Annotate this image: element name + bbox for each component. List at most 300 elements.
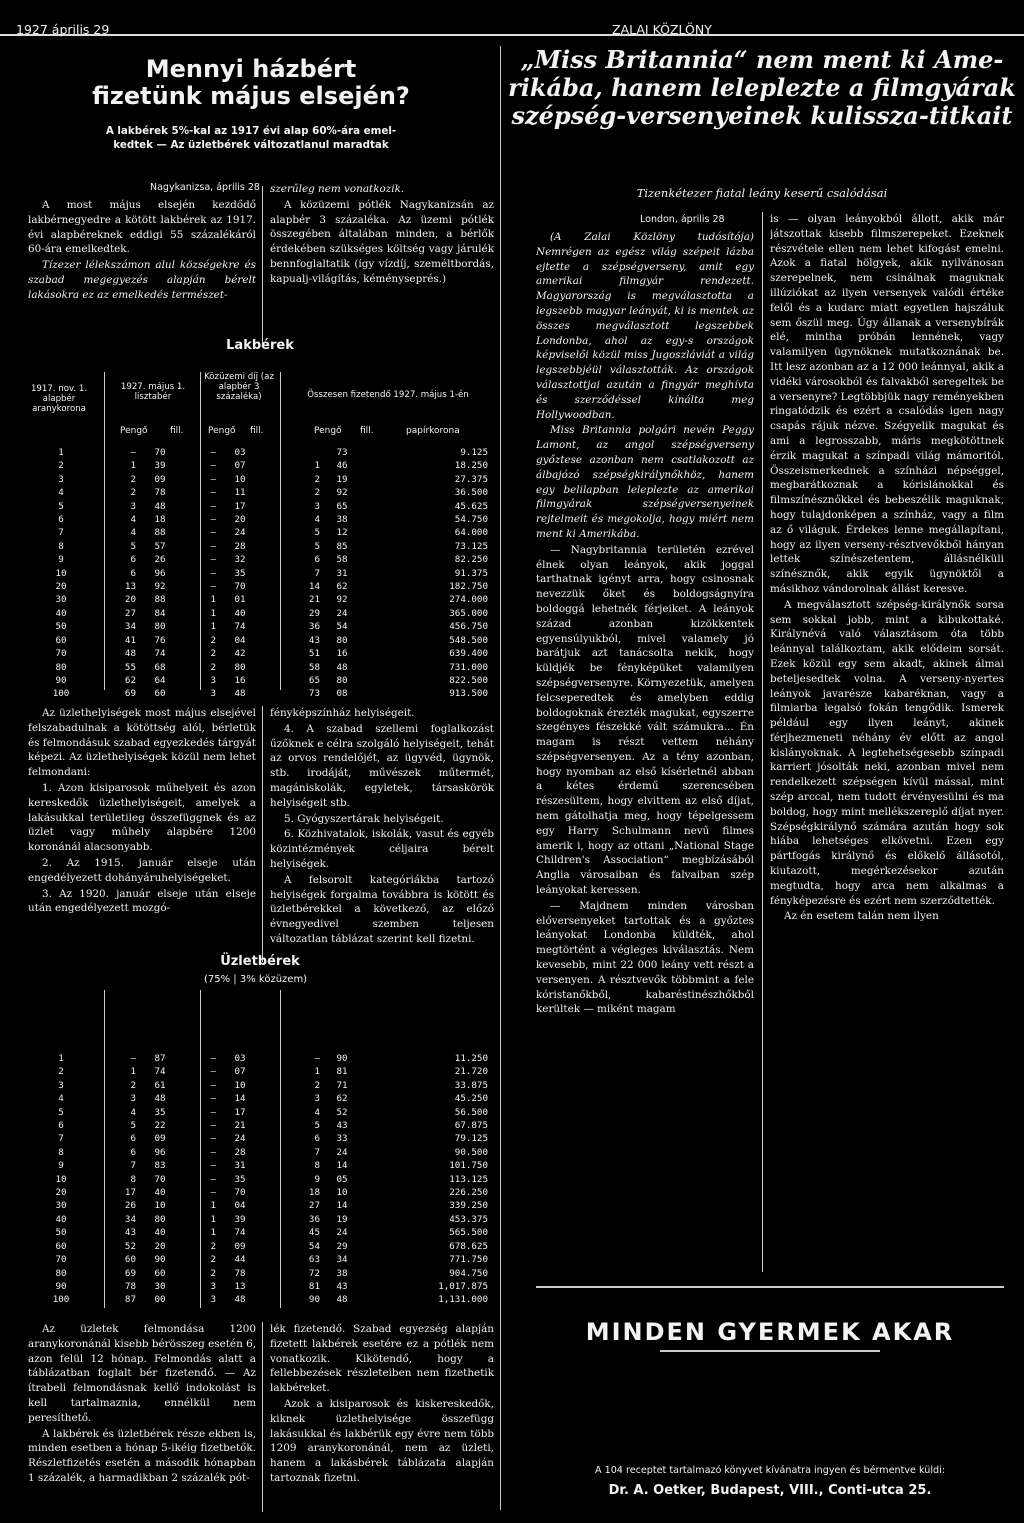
table-cell: 87 <box>124 1294 136 1306</box>
table1-col-header-2: 1927. május 1. lisztabér <box>120 382 186 402</box>
table-cell: 70 <box>55 648 67 660</box>
table-cell: 58 <box>336 554 348 566</box>
table-cell: 48 <box>154 500 166 512</box>
table-cell: 92 <box>336 487 348 499</box>
issue-date: 1927 április 29 <box>16 22 110 37</box>
table-cell: 822.500 <box>449 674 488 686</box>
table-cell: 100 <box>52 688 70 700</box>
table-cell: 21 <box>308 594 320 606</box>
table-cell: 42 <box>234 648 246 660</box>
rent-intro-paragraph: A most május elsején kezdődő lakbérnegyedre a kötött lakbérek az 1917. évi alapbéreknek eddigi 55 százalékáról 60-ára emelkedtek. <box>28 199 256 256</box>
table-cell: 09 <box>234 1240 246 1252</box>
table-cell: — <box>210 1106 216 1118</box>
table-cell: 4 <box>314 514 320 526</box>
table-cell: 14 <box>308 581 320 593</box>
intro-divider <box>262 186 263 346</box>
table-cell: 63 <box>308 1254 320 1266</box>
table-cell: — <box>314 1053 320 1064</box>
table-cell: 78 <box>124 1280 136 1292</box>
table-cell: 64.000 <box>454 527 488 539</box>
table-cell: — <box>210 1187 216 1199</box>
table-cell: 9 <box>58 1160 64 1172</box>
table-cell: 4 <box>314 1106 320 1118</box>
table-cell: 72 <box>308 1267 320 1279</box>
table-cell: 57 <box>154 540 166 552</box>
table-cell: 2 <box>130 473 136 485</box>
table-cell: 69 <box>124 688 136 700</box>
table-cell: 76 <box>154 634 166 646</box>
table-cell: 07 <box>234 1066 246 1078</box>
table-row <box>24 1173 490 1186</box>
table-cell: 6 <box>130 554 136 566</box>
table-cell: 8 <box>58 1146 64 1158</box>
table-cell: 92 <box>336 594 348 606</box>
table-cell: 35 <box>234 1173 246 1185</box>
commercial-item-5: 5. Gyógyszertárak helyiségeit. <box>284 812 444 825</box>
table-row <box>24 1253 490 1266</box>
table-cell: — <box>210 447 216 458</box>
table-row <box>24 540 490 553</box>
column-divider <box>500 46 501 1510</box>
table-cell: 91.375 <box>454 567 488 579</box>
table-row <box>24 1065 490 1078</box>
table-row <box>24 553 490 566</box>
table-row <box>24 1199 490 1212</box>
table-cell: 43 <box>308 634 320 646</box>
table-cell: 80 <box>336 674 348 686</box>
table-cell: 46 <box>336 460 348 472</box>
table-cell: 52 <box>336 1106 348 1118</box>
table-cell: 90 <box>55 1280 67 1292</box>
table-cell: 2 <box>58 460 64 472</box>
table-cell: 88 <box>154 594 166 606</box>
table-cell: 74 <box>234 621 246 633</box>
table-cell: 32 <box>234 554 246 566</box>
table-cell: 8 <box>314 1160 320 1172</box>
commercial-item-6: 6. Közhivatalok, iskolák, vasut és egyéb közintézmények céljaira bérelt helyiségek. <box>270 828 494 870</box>
paper-name: ZALAI KÖZLÖNY <box>612 22 712 37</box>
table-cell: 54.750 <box>454 514 488 526</box>
table-cell: 04 <box>234 1200 246 1212</box>
table-cell: 10 <box>234 1079 246 1091</box>
table-cell: 48 <box>336 1294 348 1306</box>
table-cell: 65 <box>336 500 348 512</box>
table-cell: 3 <box>130 1093 136 1105</box>
table-cell: 83 <box>154 1160 166 1172</box>
britannia-col-2 <box>770 212 1004 1272</box>
table-cell: 27.375 <box>454 473 488 485</box>
table-cell: — <box>210 514 216 526</box>
table-cell: 71 <box>336 1079 348 1091</box>
table-cell: 90 <box>336 1053 348 1064</box>
table-cell: 29 <box>308 607 320 619</box>
table-cell: 50 <box>55 1227 67 1239</box>
table-cell: 20 <box>55 581 67 593</box>
britannia-quote: — Nagybritannia területén ezrével élnek olyan leányok, akik joggal tarthatnak igényt arra, hogy csinosnak nevezzük őket és boldogságnyíra boldoggá lehetnék férjeiket. A leányok század azonban kizökkentek egyensúlyukból, mivel valamely jó barátjuk azt tanácsolta nekik, hogy küldjék be fényképüket valamilyen szépségversenyre. Környezetük, amelyen felcseperedtek és amelyben eddig boldogoknak érezték magukat, egyszerre szegényes fészekké vált számukra... Én magam is részt vettem néhány szépségversenyen. Az a tény azonban, hogy nyomban az első kísérletnél abban a kétes érdemű szerencsében részesültem, hogy elvittem az első díjat, nem gátolhatja meg, hogy tépelgessem egy Harry Schulmann nevű filmes amerik i, hogy az ottani „National Stage Children's Association“ megbízásából Anglia városaiban és falvaiban szép leányokat keressen. <box>536 543 754 897</box>
commercial-item-2: 2. Az 1915. január elseje után engedélyezett dohányáruhelyiségeket. <box>28 856 256 884</box>
table-row <box>24 607 490 620</box>
table-cell: 19 <box>336 473 348 485</box>
table-cell: 80 <box>154 1213 166 1225</box>
table-cell: 40 <box>154 1187 166 1199</box>
table-cell: 2 <box>210 1240 216 1252</box>
table-row <box>24 526 490 539</box>
ad-offer-text: A 104 receptet tartalmazó könyvet kívánatra ingyen és bérmentve küldi: <box>594 1465 945 1476</box>
payment-paragraph: A lakbérek és üzletbérek része ekben is, minden esetben a hónap 5-ikéig fizetbetők. Részletfizetés esetén a második hónapban 1 százalék, a harmadikban 2 százalék pót- <box>28 1427 256 1484</box>
table-cell: 04 <box>234 634 246 646</box>
headline-line: „Miss Britannia“ nem ment ki Ame- <box>520 45 1004 74</box>
table-cell: 36 <box>308 1213 320 1225</box>
table-cell: 6 <box>130 567 136 579</box>
table-cell: 26 <box>124 1200 136 1212</box>
table-cell: 8 <box>58 540 64 552</box>
table-cell: 21.720 <box>454 1066 488 1078</box>
table-cell: 6 <box>58 1120 64 1132</box>
table-cell: 60 <box>55 1240 67 1252</box>
table-row <box>24 486 490 499</box>
table-cell: 1 <box>210 1227 216 1239</box>
table-cell: 70 <box>55 1254 67 1266</box>
table-cell: 27 <box>124 607 136 619</box>
table-cell: 48 <box>234 688 246 700</box>
table-cell: 09 <box>154 1133 166 1145</box>
table-cell: 17 <box>234 1106 246 1118</box>
table-cell: 56.500 <box>454 1106 488 1118</box>
table-cell: 2 <box>314 487 320 499</box>
table-cell: 45.625 <box>454 500 488 512</box>
commercial-text-col-2 <box>270 706 494 952</box>
table-cell: 24 <box>234 1133 246 1145</box>
table-cell: 18.250 <box>454 460 488 472</box>
table-cell: 453.375 <box>449 1213 488 1225</box>
headline-line: rikába, hanem leleplezte a filmgyárak <box>508 73 1016 102</box>
table-row <box>24 567 490 580</box>
table1-col-header-3: Közüzemi díj (az alapbér 3 százaléka) <box>204 372 274 402</box>
table-cell: 50 <box>55 621 67 633</box>
table-cell: 52 <box>124 1240 136 1252</box>
table-cell: 365.000 <box>449 607 488 619</box>
table-cell: 40 <box>234 607 246 619</box>
table-cell: 90 <box>55 674 67 686</box>
table-cell: 79.125 <box>454 1133 488 1145</box>
table-cell: 13 <box>234 1280 246 1292</box>
table-cell: 274.000 <box>449 594 488 606</box>
table-cell: 60 <box>55 634 67 646</box>
table-cell: 29 <box>336 1240 348 1252</box>
rent-table <box>24 446 490 701</box>
table-title-lakberek: Lakbérek <box>226 338 294 353</box>
table-cell: 96 <box>154 1146 166 1158</box>
table-cell: 03 <box>234 447 246 458</box>
table-row <box>24 661 490 674</box>
table-cell: — <box>210 487 216 499</box>
table-cell: 21 <box>234 1120 246 1132</box>
table-row <box>24 513 490 526</box>
table-cell: 78 <box>154 487 166 499</box>
britannia-intro: (A Zalai Közlöny tudósítója) Nemrégen az egész világ szépeit lázba ejtette a szépségverseny, amit egy amerikai filmgyár rendezett. Magyarország is megválasztotta a legszebb magyar leányát, ki is mentek az összes megválasztott legszebbek Londonba, ahol az egy-s országok képviselői közül miss Jugoszláviát a világ legszebbjéül választották. Az országok választottjai azután a fingyár meghívta és szerződéssel kínálta meg Hollywoodban. <box>536 231 754 421</box>
table-cell: 73 <box>336 447 348 458</box>
table-cell: 60 <box>154 688 166 700</box>
table-cell: 1 <box>314 460 320 472</box>
table-cell: 2 <box>130 1079 136 1091</box>
unit-pengo: Pengő <box>120 426 148 436</box>
table-cell: 6 <box>130 1133 136 1145</box>
table-cell: 73 <box>308 688 320 700</box>
table-cell: 3 <box>210 1294 216 1306</box>
table-row <box>24 674 490 687</box>
unit-pengo: Pengő <box>208 426 236 436</box>
mid2-continuation: fényképszínház helyiségeit. <box>270 707 415 719</box>
table-cell: 3 <box>210 1280 216 1292</box>
table-cell: 69 <box>124 1267 136 1279</box>
commercial-item-4: 4. A szabad szellemi foglalkozást űzőknek e célra szolgáló helyiségeit, tehát az orvos rendelőjét, az ügyvéd, ügynök, stb. irodáját, művészek műtermét, magániskolák, egyletek, társaskörök helyiségeit stb. <box>270 722 494 809</box>
table-cell: — <box>210 527 216 539</box>
table-cell: 565.500 <box>449 1227 488 1239</box>
table-cell: 9 <box>58 554 64 566</box>
table-cell: 1 <box>210 1213 216 1225</box>
oetker-advertisement <box>536 1286 1004 1498</box>
mid-divider <box>262 706 263 962</box>
table-cell: 73.125 <box>454 540 488 552</box>
table-cell: 70 <box>234 581 246 593</box>
table-row <box>24 634 490 647</box>
britannia-col-1 <box>536 230 754 1272</box>
table-cell: 101.750 <box>449 1160 488 1172</box>
table-cell: 62 <box>336 581 348 593</box>
page-header <box>0 6 1024 36</box>
table-cell: 5 <box>58 500 64 512</box>
table-cell: 82.250 <box>454 554 488 566</box>
table-cell: 11 <box>234 487 246 499</box>
table-cell: 339.250 <box>449 1200 488 1212</box>
table-cell: — <box>210 567 216 579</box>
table-cell: 7 <box>314 1146 320 1158</box>
table-cell: 100 <box>52 1294 70 1306</box>
ad-address: Dr. A. Oetker, Budapest, VIII., Conti-utca 25. <box>608 1483 932 1498</box>
bottom-text-col-1 <box>28 1322 256 1518</box>
table-cell: 30 <box>55 594 67 606</box>
table-cell: 62 <box>124 674 136 686</box>
table-row <box>24 1079 490 1092</box>
table-cell: 1,131.000 <box>438 1294 488 1306</box>
table-row <box>24 1293 490 1306</box>
table-cell: — <box>210 1160 216 1172</box>
table-row <box>24 446 490 459</box>
table-cell: 07 <box>234 460 246 472</box>
table-cell: 5 <box>130 540 136 552</box>
table-cell: 51 <box>308 648 320 660</box>
table-row <box>24 1146 490 1159</box>
table-cell: 1 <box>210 594 216 606</box>
table-cell: 3 <box>130 500 136 512</box>
table-row <box>24 1240 490 1253</box>
table-cell: 26 <box>154 554 166 566</box>
table-cell: 33 <box>336 1133 348 1145</box>
table-row <box>24 1132 490 1145</box>
table-cell: 6 <box>130 1146 136 1158</box>
table-cell: 80 <box>55 661 67 673</box>
table-cell: 639.400 <box>449 648 488 660</box>
table-cell: 9 <box>314 1173 320 1185</box>
table-cell: 38 <box>336 514 348 526</box>
unit-fill: fill. <box>360 426 374 436</box>
table-cell: 6 <box>58 514 64 526</box>
table-cell: 3 <box>210 688 216 700</box>
table-cell: 20 <box>55 1187 67 1199</box>
table-cell: 3 <box>314 500 320 512</box>
table-cell: — <box>210 500 216 512</box>
table-cell: 456.750 <box>449 621 488 633</box>
table-cell: 1,017.875 <box>438 1280 488 1292</box>
table-cell: 85 <box>336 540 348 552</box>
table-cell: 80 <box>234 661 246 673</box>
table-cell: 31 <box>336 567 348 579</box>
artisan-paragraph: Azok a kisiparosok és kiskereskedők, kiknek üzlethelyisége összefügg lakásukkal és lakbérük egy évre nem több 1209 aranykoronánál, nem az üzleti, hanem a lakásbérek táblázata alapján tartoznak fizetni. <box>270 1397 494 1484</box>
table-cell: 17 <box>234 500 246 512</box>
table-row <box>24 593 490 606</box>
table-cell: 45 <box>308 1227 320 1239</box>
table-cell: 70 <box>154 447 166 458</box>
unit-fill: fill. <box>170 426 184 436</box>
table-cell: 1 <box>314 1066 320 1078</box>
subhead-line-2: kedtek — Az üzletbérek változatlanul maradtak <box>113 139 389 151</box>
table-cell: 4 <box>58 487 64 499</box>
table-row <box>24 1226 490 1239</box>
table-cell: 90 <box>308 1294 320 1306</box>
table-cell: 4 <box>130 1106 136 1118</box>
table-cell: 54 <box>308 1240 320 1252</box>
table-cell: 5 <box>130 1120 136 1132</box>
ad-underline <box>660 1350 880 1352</box>
table-cell: 16 <box>336 648 348 660</box>
table-cell: 28 <box>234 1146 246 1158</box>
table-cell: 88 <box>154 527 166 539</box>
table-row <box>24 1119 490 1132</box>
table-cell: 39 <box>154 460 166 472</box>
table-cell: 18 <box>154 514 166 526</box>
table-cell: — <box>210 1066 216 1078</box>
table-cell: 65 <box>308 674 320 686</box>
britannia-subhead: Tizenkétezer fiatal leány keserű csalódásai <box>636 186 888 200</box>
headline-line: szépség-versenyeinek kulissza-titkait <box>511 101 1013 130</box>
table-cell: — <box>210 460 216 472</box>
table-cell: 81 <box>336 1066 348 1078</box>
britannia-headline <box>506 46 1018 130</box>
table-cell: 55 <box>124 661 136 673</box>
table-cell: 70 <box>154 1173 166 1185</box>
table-cell: 1 <box>130 1066 136 1078</box>
table-cell: 19 <box>336 1213 348 1225</box>
intro-col2-paragraph: A közüzemi pótlék Nagykanizsán az alapbér 3 százaléka. Az üzemi pótlék összegében általában minden, a bérlők érdekében szükséges költség vagy járulék bennfoglaltatik (így vízdíj, személtbordás, kapualj-világítás, kéményseprés.) <box>270 198 494 285</box>
unit-papirkorona: papírkorona <box>406 426 460 436</box>
table-cell: 2 <box>130 487 136 499</box>
table-cell: 41 <box>124 634 136 646</box>
table-cell: 74 <box>154 648 166 660</box>
table-cell: 24 <box>336 1146 348 1158</box>
table-cell: 38 <box>336 1267 348 1279</box>
table-cell: 34 <box>124 1213 136 1225</box>
table-cell: — <box>210 1079 216 1091</box>
ad-headline: MINDEN GYERMEK AKAR <box>585 1318 955 1346</box>
table-cell: 20 <box>234 514 246 526</box>
table-cell: 36.500 <box>454 487 488 499</box>
table-cell: 771.750 <box>449 1254 488 1266</box>
table-cell: 44 <box>234 1254 246 1266</box>
rent-dateline: Nagykanizsa, április 28 <box>150 182 260 193</box>
table-cell: 30 <box>154 1280 166 1292</box>
rent-intro-col-2 <box>270 182 494 332</box>
table-cell: 2 <box>210 1254 216 1266</box>
bottom-divider <box>262 1322 263 1512</box>
table-row <box>24 459 490 472</box>
table-cell: 3 <box>58 473 64 485</box>
table-cell: 35 <box>234 567 246 579</box>
table-cell: 2 <box>210 1267 216 1279</box>
intro-col2-continuation: szerűleg nem vonatkozik. <box>270 183 405 195</box>
table-cell: — <box>210 1093 216 1105</box>
commercial-note: A felsorolt kategóriákba tartozó helyiségek forgalma továbbra is kötött és üzletbérekkel a következő, az előző évnegyedivel szemben teljesen változatlan táblázat szerint kell fizetni. <box>270 873 494 945</box>
table-cell: 2 <box>314 1079 320 1091</box>
table-cell: 70 <box>234 1187 246 1199</box>
table-cell: 20 <box>124 594 136 606</box>
table-cell: 81 <box>308 1280 320 1292</box>
table-cell: 36 <box>308 621 320 633</box>
commercial-paragraph: Az üzlethelyiségek most május elsejével felszabadulnak a kötöttség alól, bérletük és felmondásuk szabad egyezkedés tárgyát képezi. Az üzlethelyiségek közül nem lehet felmondani: <box>28 707 256 779</box>
table-cell: — <box>210 581 216 593</box>
table-row <box>24 687 490 700</box>
britannia-ending: Az én esetem talán nem ilyen <box>784 910 939 923</box>
table-cell: 113.125 <box>449 1173 488 1185</box>
table-cell: 10 <box>336 1187 348 1199</box>
table-cell: 48 <box>336 661 348 673</box>
table-row <box>24 500 490 513</box>
table-cell: 12 <box>336 527 348 539</box>
table-cell: 96 <box>154 567 166 579</box>
table-row <box>24 1280 490 1293</box>
table-cell: 14 <box>234 1093 246 1105</box>
unit-fill: fill. <box>250 426 264 436</box>
table-cell: 548.500 <box>449 634 488 646</box>
rent-article-headline <box>8 56 494 110</box>
table-cell: — <box>210 1146 216 1158</box>
table1-col-header-1: 1917. nov. 1. alapbér aranykorona <box>30 384 88 414</box>
table-cell: 40 <box>154 1227 166 1239</box>
table-cell: 4 <box>130 527 136 539</box>
table-cell: 92 <box>154 581 166 593</box>
table-cell: 182.750 <box>449 581 488 593</box>
table-title-uzletberek: Üzletbérek <box>220 954 300 969</box>
table-row <box>24 1267 490 1280</box>
table-cell: 74 <box>154 1066 166 1078</box>
table-cell: — <box>210 473 216 485</box>
commercial-text-col-1 <box>28 706 256 976</box>
britannia-paragraph-2: A megválasztott szépség-királynők sorsa sem sokkal jobb, mint a kibukottaké. Királynévá való választásom óta több leánnyal találkoztam, akik elődeim sorsát. Ezek közül egy sem akadt, akinek álmai beteljesedtek volna. A verseny-nyertes leányok javarésze kabaréknan, vagy a filmiarba legalsó fokán tengődik. Ismerek például egy ilyen leányt, akinek férjhezmeneti néhány év előtt az angol kislányoknak. A legtehetségesebb színpadi karriert jósolták neki, azonban mivel nem rendelkezett szépségen kívül mással, mint szép arccal, nem tudott érvényesülni és ma boldog, hogy mint mellékszereplő díjat nyer. Szépségkirálynő számára azután hogy sok hiába lehetséges elkövetni. Ezen egy pártfogás királynő és előkelő állásotól, kiutazott, megérkezésekor azután megtudta, hogy arca nem alkalmas a fényképezésre és ezért nem szerződtették. <box>770 598 1004 907</box>
table-cell: 1 <box>58 1053 64 1064</box>
table-cell: — <box>130 1053 136 1064</box>
table-cell: 5 <box>314 540 320 552</box>
table-cell: 1 <box>210 607 216 619</box>
table-cell: 31 <box>234 1160 246 1172</box>
table-cell: 54 <box>336 621 348 633</box>
table-cell: 10 <box>154 1200 166 1212</box>
table-cell: 5 <box>58 1106 64 1118</box>
table-cell: — <box>210 1120 216 1132</box>
table-cell: 10 <box>234 473 246 485</box>
table-cell: 80 <box>55 1267 67 1279</box>
table-cell: 17 <box>124 1187 136 1199</box>
table-cell: 678.625 <box>449 1240 488 1252</box>
table-cell: 8 <box>130 1173 136 1185</box>
